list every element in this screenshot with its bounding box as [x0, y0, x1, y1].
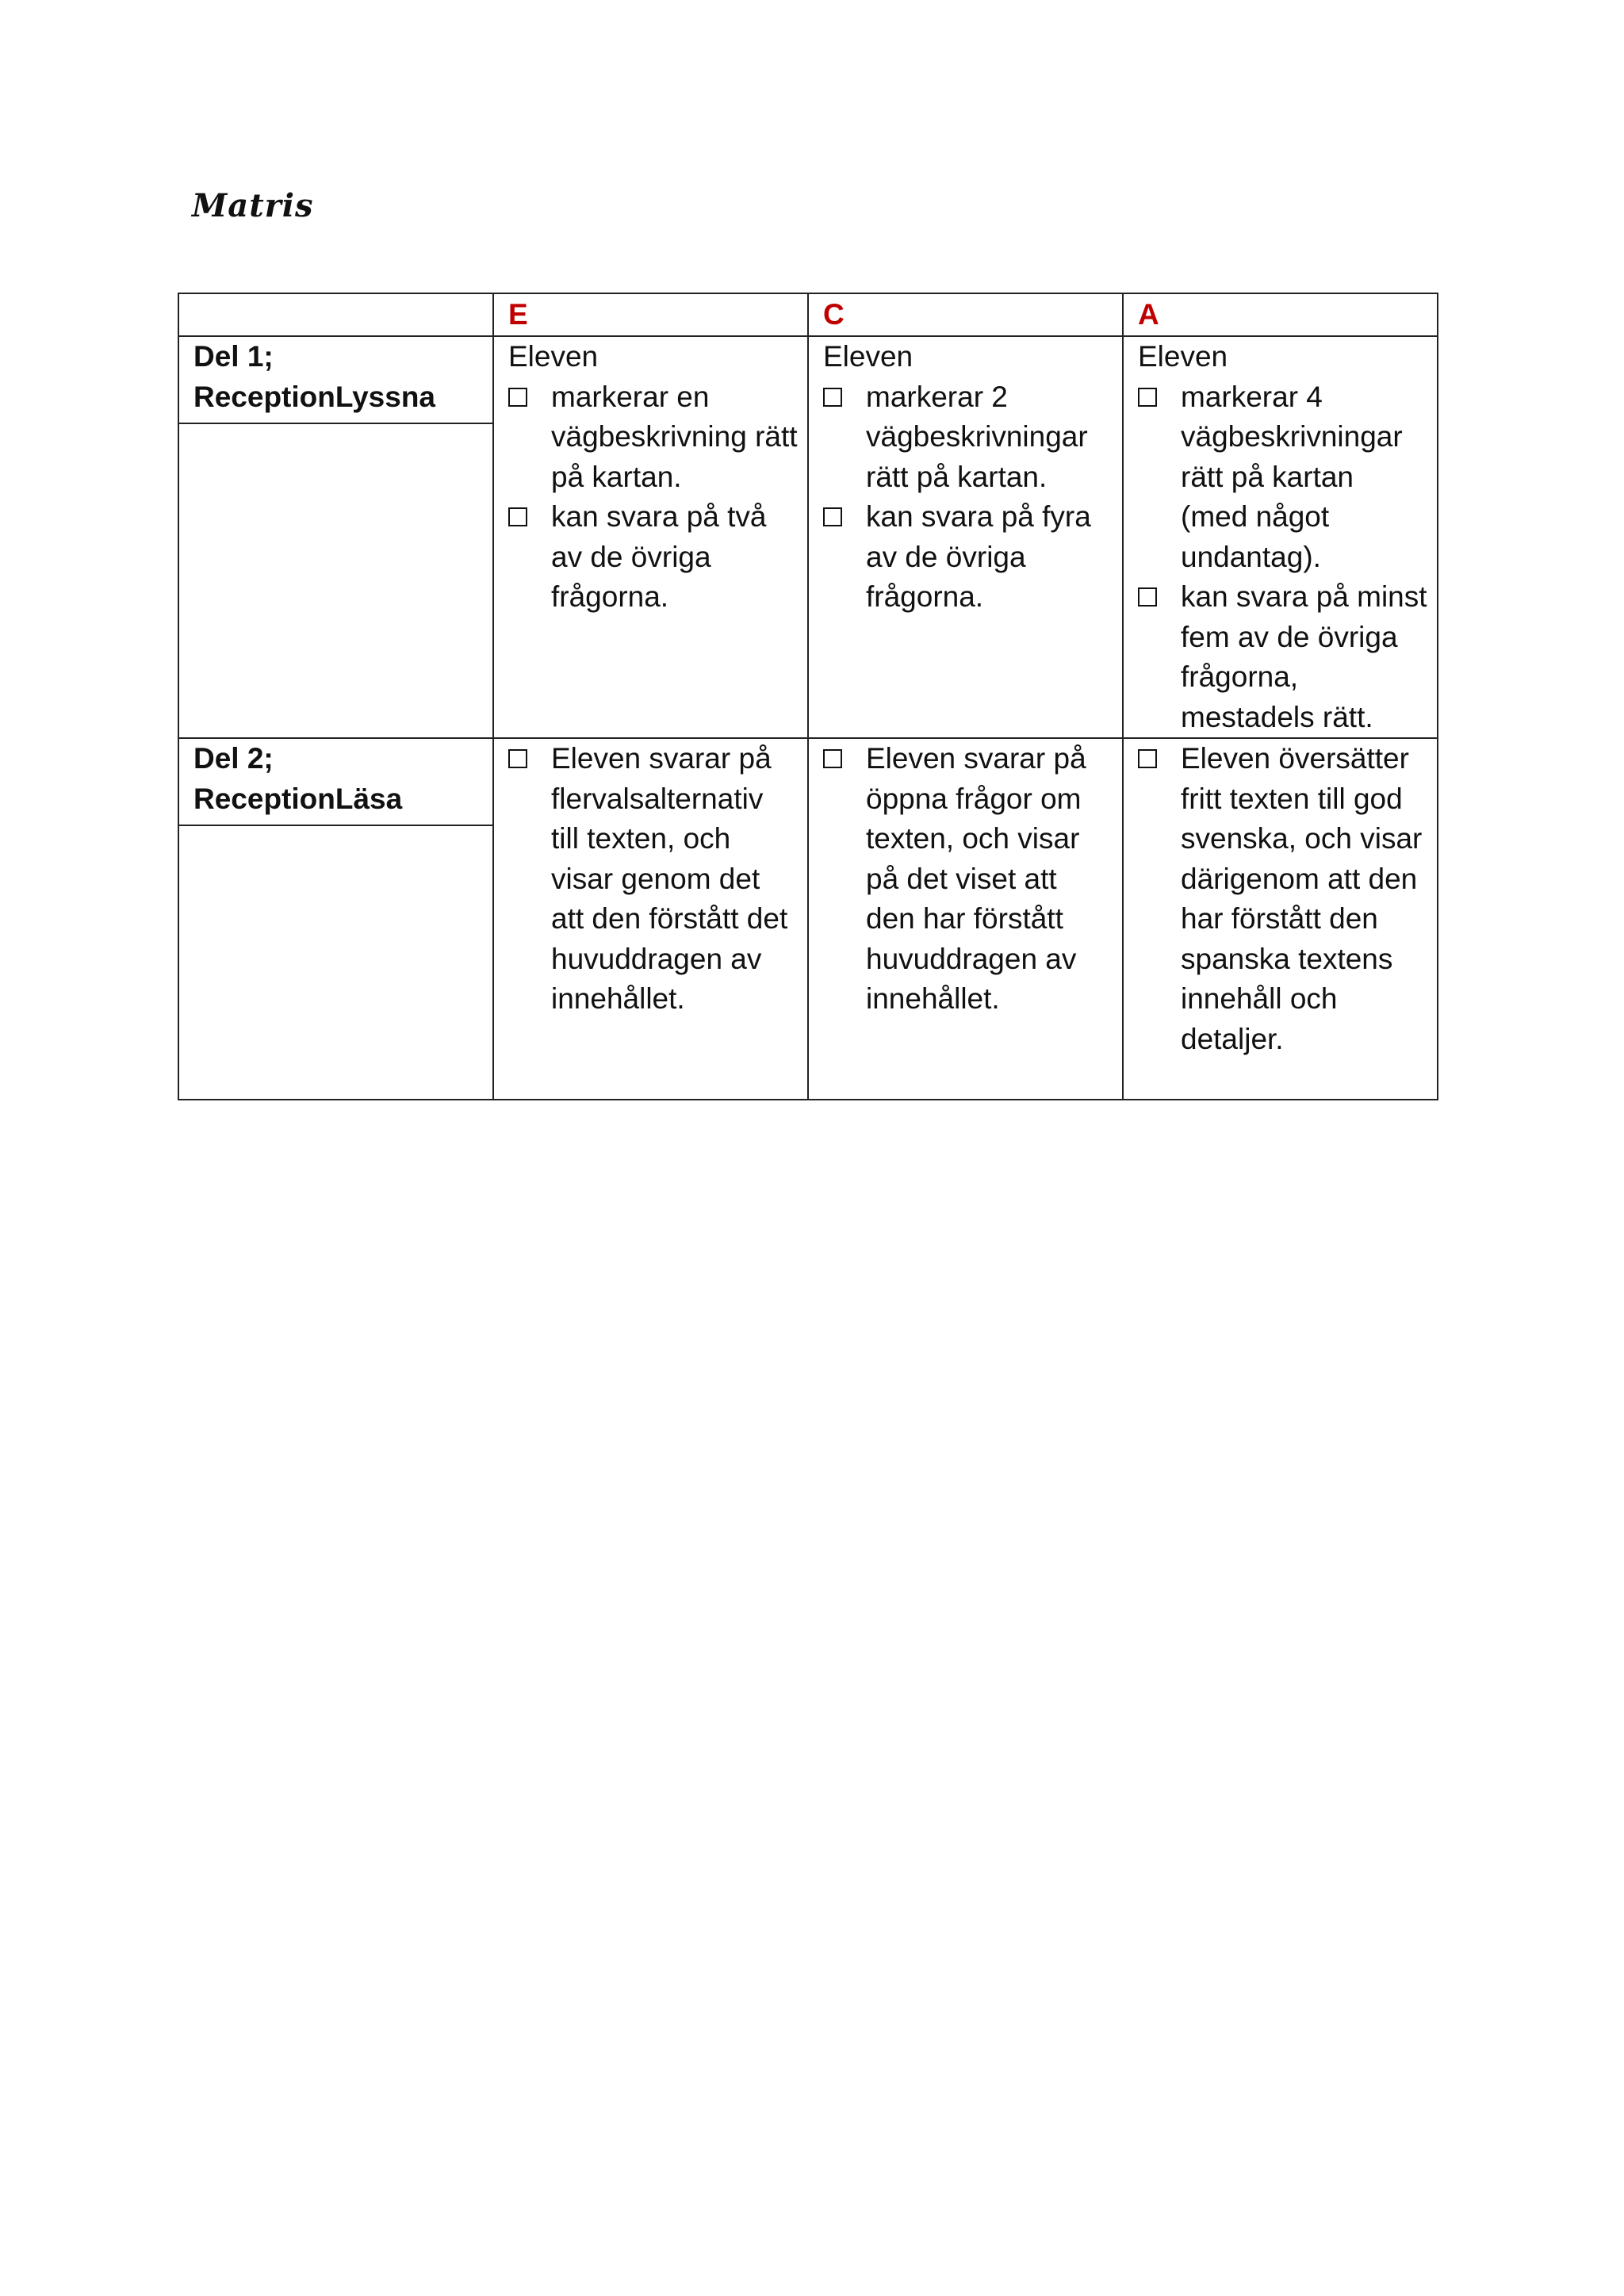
checkbox[interactable] [508, 749, 527, 768]
checkbox[interactable] [823, 388, 842, 407]
criterion-item[interactable]: Eleven svarar på öppna frågor om texten, och visar på det viset att den har förstått huvuddragen av innehållet. [823, 739, 1113, 1020]
criterion-item[interactable]: kan svara på minst fem av de övriga frågorna, mestadels rätt. [1138, 577, 1427, 737]
header-cell-c [808, 293, 1123, 336]
criteria-cell [1123, 738, 1438, 1100]
checkbox[interactable] [508, 507, 527, 526]
criteria-cell [808, 738, 1123, 1100]
criterion-item[interactable]: Eleven översätter fritt texten till god svenska, och visar därigenom att den har förstått den spanska textens innehåll och detaljer. [1138, 739, 1427, 1059]
part-label: Del 1; ReceptionLyssna [179, 337, 492, 424]
criterion-item[interactable]: kan svara på fyra av de övriga frågorna. [823, 497, 1113, 618]
grade-label: E [508, 298, 528, 331]
checkbox[interactable] [1138, 587, 1157, 607]
criteria-cell [1123, 336, 1438, 738]
checkbox[interactable] [1138, 749, 1157, 768]
header-empty-cell [178, 293, 493, 336]
checkbox[interactable] [823, 749, 842, 768]
criteria-cell [493, 738, 808, 1100]
assessment-matrix [178, 293, 1438, 1100]
criterion-item[interactable]: markerar en vägbeskrivning rätt på kartan. [508, 377, 798, 498]
table-row [178, 336, 1438, 738]
part-label: Del 2; ReceptionLäsa [179, 739, 492, 826]
part-cell [178, 336, 493, 738]
page-title: Matris [192, 187, 314, 224]
header-row [178, 293, 1438, 336]
checkbox[interactable] [823, 507, 842, 526]
part-cell [178, 738, 493, 1100]
criterion-item[interactable]: Eleven svarar på flervalsalternativ till texten, och visar genom det att den förstått det huvuddragen av innehållet. [508, 739, 798, 1020]
checkbox[interactable] [1138, 388, 1157, 407]
header-cell-a [1123, 293, 1438, 336]
grade-label: A [1138, 298, 1159, 331]
header-cell-e [493, 293, 808, 336]
checkbox[interactable] [508, 388, 527, 407]
lead-text: Eleven [1138, 340, 1228, 373]
lead-text: Eleven [823, 340, 914, 373]
criteria-cell [493, 336, 808, 738]
criterion-item[interactable]: markerar 2 vägbeskrivningar rätt på kartan. [823, 377, 1113, 498]
grade-label: C [823, 298, 845, 331]
criteria-cell [808, 336, 1123, 738]
criterion-item[interactable]: kan svara på två av de övriga frågorna. [508, 497, 798, 618]
lead-text: Eleven [508, 340, 599, 373]
criterion-item[interactable]: markerar 4 vägbeskrivningar rätt på kartan (med något undantag). [1138, 377, 1427, 578]
table-row [178, 738, 1438, 1100]
